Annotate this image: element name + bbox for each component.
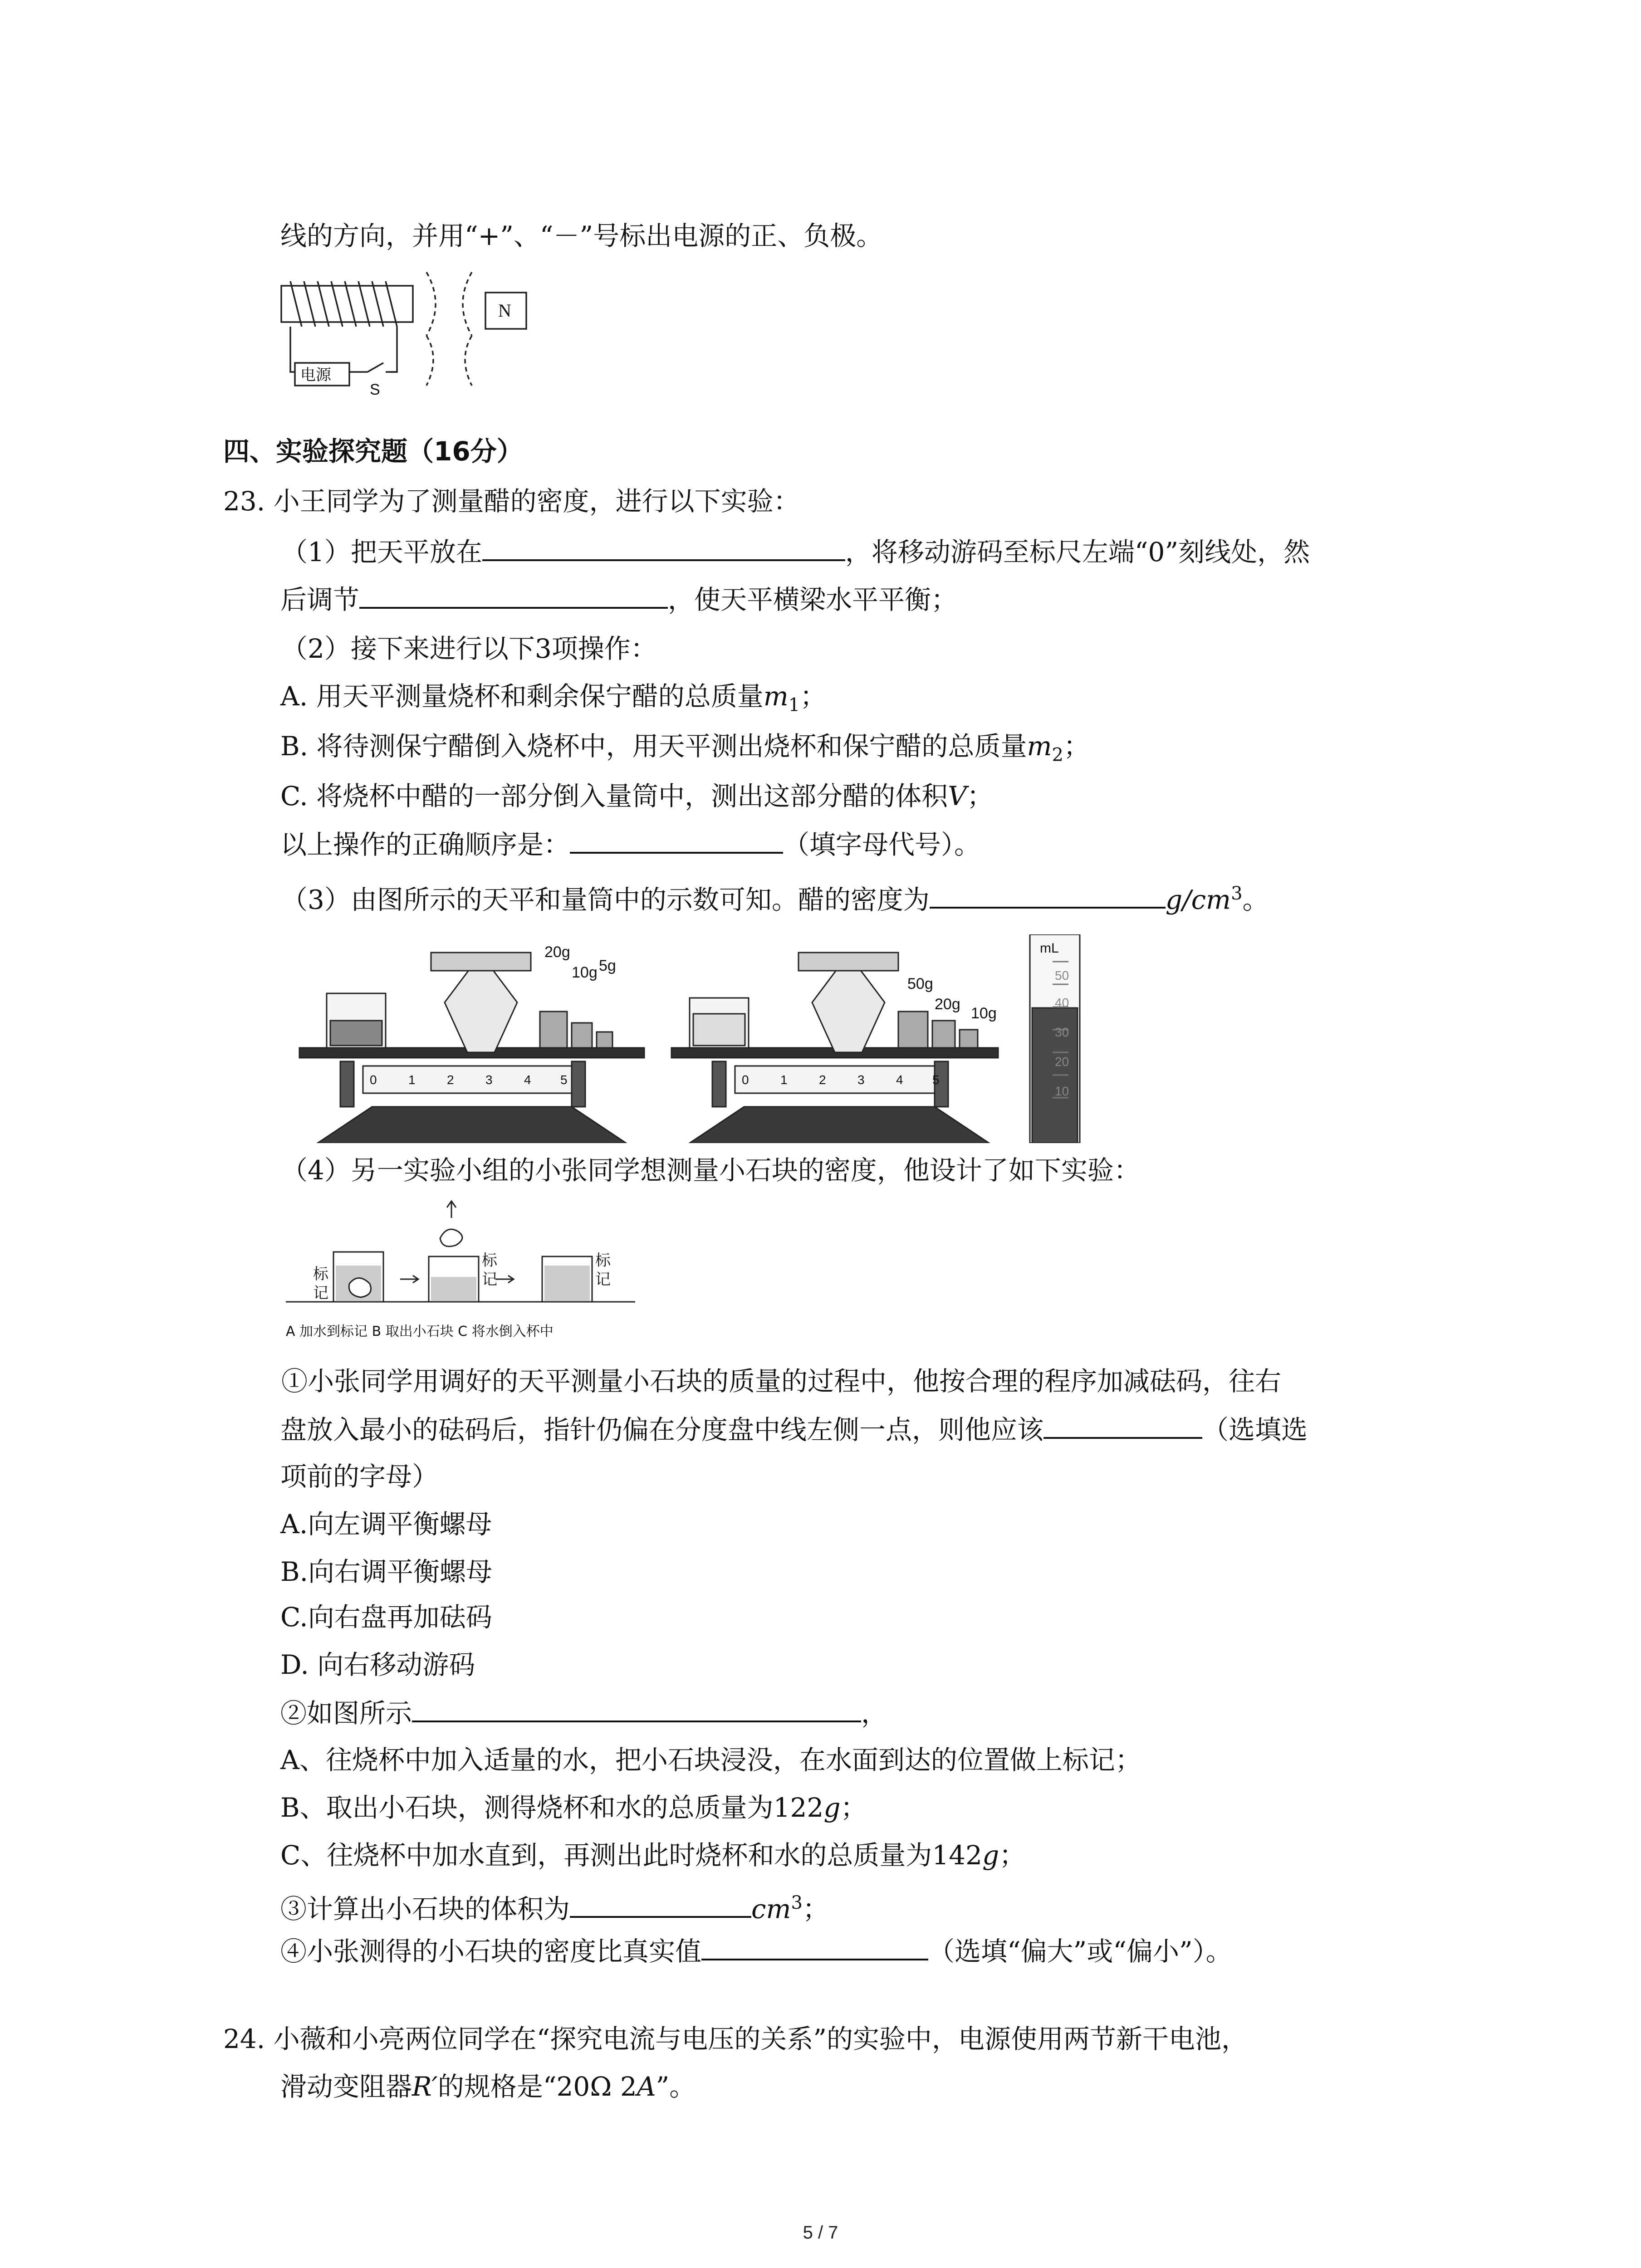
svg-text:标: 标 (482, 1251, 497, 1270)
svg-text:5: 5 (560, 1073, 568, 1087)
power-label: 电源 (300, 366, 331, 384)
weight-label-5g: 5g (599, 957, 616, 974)
svg-text:50: 50 (1055, 968, 1069, 982)
answer-blank[interactable] (359, 581, 668, 609)
svg-text:5: 5 (932, 1073, 940, 1087)
magnet-label: N (498, 300, 511, 321)
svg-text:0: 0 (742, 1073, 749, 1087)
weight-label-50g: 50g (907, 975, 933, 992)
q24-line2: 滑动变阻器R′的规格是“20Ω 2A”。 (280, 2071, 696, 2102)
q23-op-a: A. 用天平测量烧杯和剩余保宁醋的总质量$m_1$； (280, 681, 827, 716)
q23-s1-line2: 盘放入最小的砝码后，指针仍偏在分度盘中线左侧一点，则他应该 （选填选 (280, 1411, 1308, 1448)
q23-step-b: B、取出小石块，测得烧杯和水的总质量为122g； (280, 1792, 867, 1823)
page-number: 5 / 7 (803, 2223, 838, 2243)
q23-stem: 23. 小王同学为了测量醋的密度，进行以下实验： (223, 486, 800, 517)
svg-text:3: 3 (485, 1073, 493, 1087)
balance-figure (281, 934, 1098, 1143)
stone-steps-figure (281, 1198, 671, 1347)
weight-label-10g: 10g (572, 964, 598, 981)
q23-choice-c: C.向右盘再加砝码 (280, 1602, 492, 1633)
svg-text:3: 3 (857, 1073, 865, 1087)
svg-text:记: 记 (482, 1271, 497, 1289)
answer-blank[interactable] (570, 826, 783, 854)
answer-blank[interactable] (930, 880, 1166, 909)
switch-label: S (370, 381, 380, 398)
cylinder-unit: mL (1040, 941, 1059, 956)
q22-tail-text: 线的方向，并用“+”、“－”号标出电源的正、负极。 (280, 220, 883, 251)
answer-blank[interactable] (1043, 1411, 1202, 1439)
fig3-caption: A 加水到标记 B 取出小石块 C 将水倒入杯中 (286, 1324, 554, 1339)
q23-op-c: C. 将烧杯中醋的一部分倒入量筒中，测出这部分醋的体积V； (280, 781, 994, 811)
q24-line1: 24. 小薇和小亮两位同学在“探究电流与电压的关系”的实验中，电源使用两节新干电池， (223, 2024, 1248, 2054)
svg-text:4: 4 (896, 1073, 903, 1087)
q23-part3: （3）由图所示的天平和量筒中的示数可知。醋的密度为 $g/cm^3$。 (281, 875, 1269, 918)
svg-text:0: 0 (370, 1073, 377, 1087)
svg-text:4: 4 (524, 1073, 531, 1087)
svg-text:记: 记 (595, 1271, 611, 1289)
svg-text:记: 记 (313, 1284, 328, 1302)
q23-part1-line2: 后调节 ，使天平横梁水平平衡； (280, 581, 957, 618)
answer-blank[interactable] (570, 1890, 751, 1918)
svg-text:1: 1 (408, 1073, 416, 1087)
q23-s3: ③计算出小石块的体积为 $cm^3$； (280, 1885, 829, 1927)
q23-order: 以上操作的正确顺序是： （填字母代号）。 (280, 826, 980, 863)
q23-s1-line3: 项前的字母） (280, 1461, 439, 1492)
balance-2 (671, 953, 998, 1143)
svg-text:40: 40 (1055, 996, 1069, 1010)
q23-op-b: B. 将待测保宁醋倒入烧杯中，用天平测出烧杯和保宁醋的总质量$m_2$； (280, 731, 1090, 766)
q23-s1-line1: ①小张同学用调好的天平测量小石块的质量的过程中，他按合理的程序加减砝码，往右 (281, 1366, 1282, 1397)
balance-1 (299, 953, 644, 1143)
q23-part1-line1: （1）把天平放在 ，将移动游码至标尺左端“0”刻线处，然 (281, 533, 1310, 570)
q23-step-a: A、往烧杯中加入适量的水，把小石块浸没，在水面到达的位置做上标记； (280, 1745, 1141, 1775)
answer-blank[interactable] (412, 1694, 861, 1722)
svg-text:标: 标 (595, 1251, 611, 1270)
q23-s4: ④小张测得的小石块的密度比真实值 （选填“偏大”或“偏小”）。 (280, 1932, 1232, 1970)
electromagnet-figure (277, 268, 531, 413)
svg-text:30: 30 (1055, 1025, 1069, 1039)
svg-text:1: 1 (780, 1073, 788, 1087)
section-title: 四、实验探究题（16分） (223, 436, 523, 467)
svg-text:10: 10 (1055, 1084, 1069, 1098)
svg-text:2: 2 (819, 1073, 826, 1087)
answer-blank[interactable] (701, 1932, 928, 1960)
weight-label-10g-b: 10g (971, 1005, 997, 1022)
answer-blank[interactable] (482, 533, 845, 561)
q23-choice-a: A.向左调平衡螺母 (280, 1509, 492, 1540)
q23-part2: （2）接下来进行以下3项操作： (281, 633, 657, 664)
svg-text:2: 2 (447, 1073, 454, 1087)
svg-text:标: 标 (313, 1265, 328, 1283)
q23-choice-d: D. 向右移动游码 (280, 1649, 475, 1680)
svg-text:20: 20 (1055, 1055, 1069, 1069)
q23-step-c: C、往烧杯中加水直到，再测出此时烧杯和水的总质量为142g； (280, 1840, 1026, 1871)
weight-label-20g-b: 20g (935, 996, 960, 1013)
weight-label-20g: 20g (544, 943, 570, 961)
q23-part4: （4）另一实验小组的小张同学想测量小石块的密度，他设计了如下实验： (281, 1155, 1140, 1186)
q23-s2: ②如图所示 ， (280, 1694, 887, 1731)
q23-choice-b: B.向右调平衡螺母 (280, 1556, 493, 1587)
